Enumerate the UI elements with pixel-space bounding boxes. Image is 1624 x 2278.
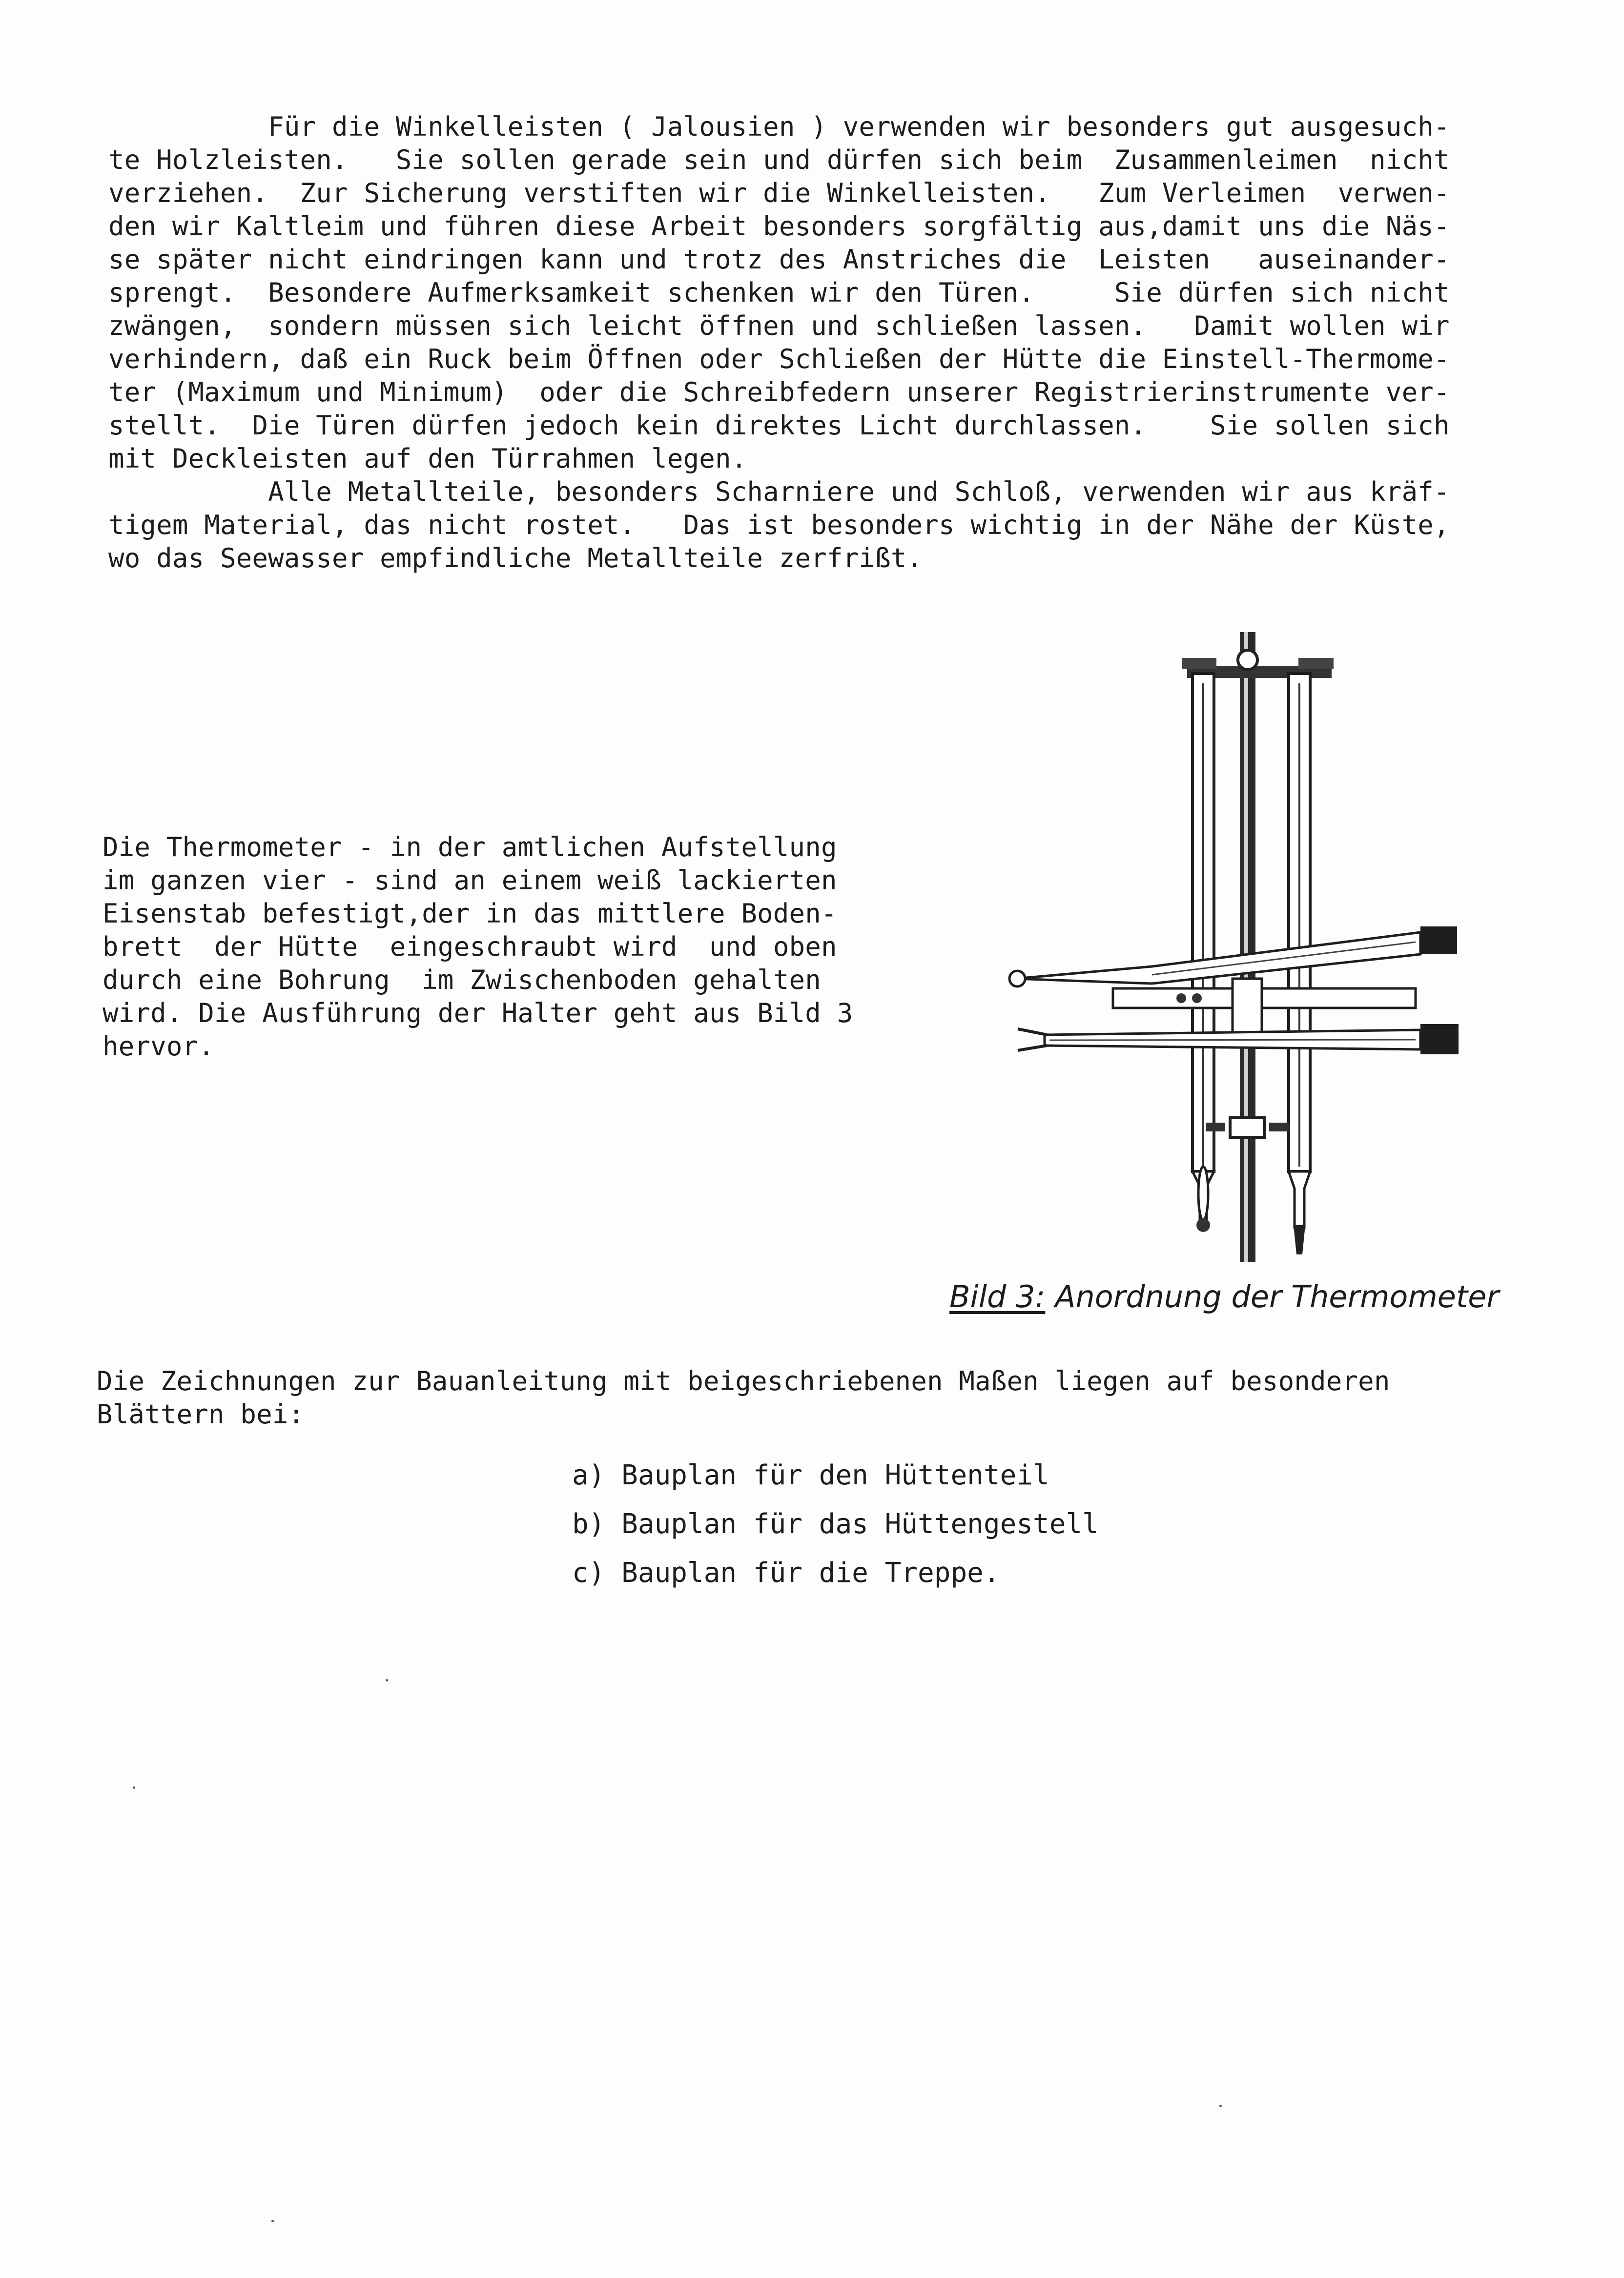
text-line: verhindern, daß ein Ruck beim Öffnen oder Schließen der Hütte die Einstell-Thermome- bbox=[108, 344, 1450, 374]
list-item: b) Bauplan für das Hüttengestell bbox=[572, 1508, 1099, 1540]
thermometer-figure bbox=[1006, 620, 1474, 1264]
text-line: wird. Die Ausführung der Halter geht aus Bild 3 bbox=[103, 998, 853, 1028]
scan-speck bbox=[133, 1786, 135, 1789]
text-line: mit Deckleisten auf den Türrahmen legen. bbox=[108, 443, 747, 474]
text-line: Eisenstab befestigt,der in das mittlere Boden- bbox=[103, 898, 837, 929]
scan-speck bbox=[386, 1679, 388, 1682]
text-line: den wir Kaltleim und führen diese Arbeit besonders sorgfältig aus,damit uns die Näs- bbox=[108, 211, 1450, 242]
text-line: te Holzleisten. Sie sollen gerade sein und dürfen sich beim Zusammenleimen nicht bbox=[108, 144, 1450, 175]
text-line: sprengt. Besondere Aufmerksamkeit schenken wir den Türen. Sie dürfen sich nicht bbox=[108, 277, 1450, 308]
list-item: c) Bauplan für die Treppe. bbox=[572, 1557, 1000, 1589]
text-line: durch eine Bohrung im Zwischenboden gehalten bbox=[103, 965, 821, 995]
middle-clamp bbox=[1113, 979, 1416, 1032]
vertical-thermometer-left bbox=[1192, 674, 1214, 1232]
text-line: Blättern bei: bbox=[97, 1399, 305, 1430]
caption-label: Bild 3: bbox=[949, 1279, 1046, 1314]
text-line: tigem Material, das nicht rostet. Das ist besonders wichtig in der Nähe der Küste, bbox=[108, 510, 1450, 540]
scan-speck bbox=[271, 2220, 274, 2222]
text-line: verziehen. Zur Sicherung verstiften wir die Winkelleisten. Zum Verleimen verwen- bbox=[108, 178, 1450, 208]
figure-caption bbox=[949, 1279, 1499, 1314]
text-line: Alle Metallteile, besonders Scharniere und Schloß, verwenden wir aus kräf- bbox=[108, 476, 1450, 507]
text-line: Die Thermometer - in der amtlichen Aufstellung bbox=[103, 832, 837, 862]
iron-rod bbox=[1240, 632, 1255, 1262]
scan-speck bbox=[1219, 2105, 1222, 2107]
text-line: Die Zeichnungen zur Bauanleitung mit beigeschriebenen Maßen liegen auf besonderen bbox=[97, 1366, 1390, 1396]
text-line: Für die Winkelleisten ( Jalousien ) verwenden wir besonders gut ausgesuch- bbox=[108, 111, 1450, 142]
text-line: hervor. bbox=[103, 1031, 214, 1062]
caption-text: Anordnung der Thermometer bbox=[1045, 1279, 1499, 1314]
text-line: stellt. Die Türen dürfen jedoch kein direktes Licht durchlassen. Sie sollen sich bbox=[108, 410, 1450, 441]
list-item: a) Bauplan für den Hüttenteil bbox=[572, 1459, 1049, 1491]
text-line: brett der Hütte eingeschraubt wird und oben bbox=[103, 931, 837, 962]
text-line: se später nicht eindringen kann und trotz des Anstriches die Leisten auseinander- bbox=[108, 244, 1450, 275]
text-line: zwängen, sondern müssen sich leicht öffnen und schließen lassen. Damit wollen wir bbox=[108, 310, 1450, 341]
text-line: wo das Seewasser empfindliche Metallteile zerfrißt. bbox=[108, 543, 923, 574]
text-line: im ganzen vier - sind an einem weiß lackierten bbox=[103, 865, 837, 896]
lower-clamp bbox=[1206, 1118, 1289, 1137]
text-line: ter (Maximum und Minimum) oder die Schreibfedern unserer Registrierinstrumente ver- bbox=[108, 377, 1450, 408]
